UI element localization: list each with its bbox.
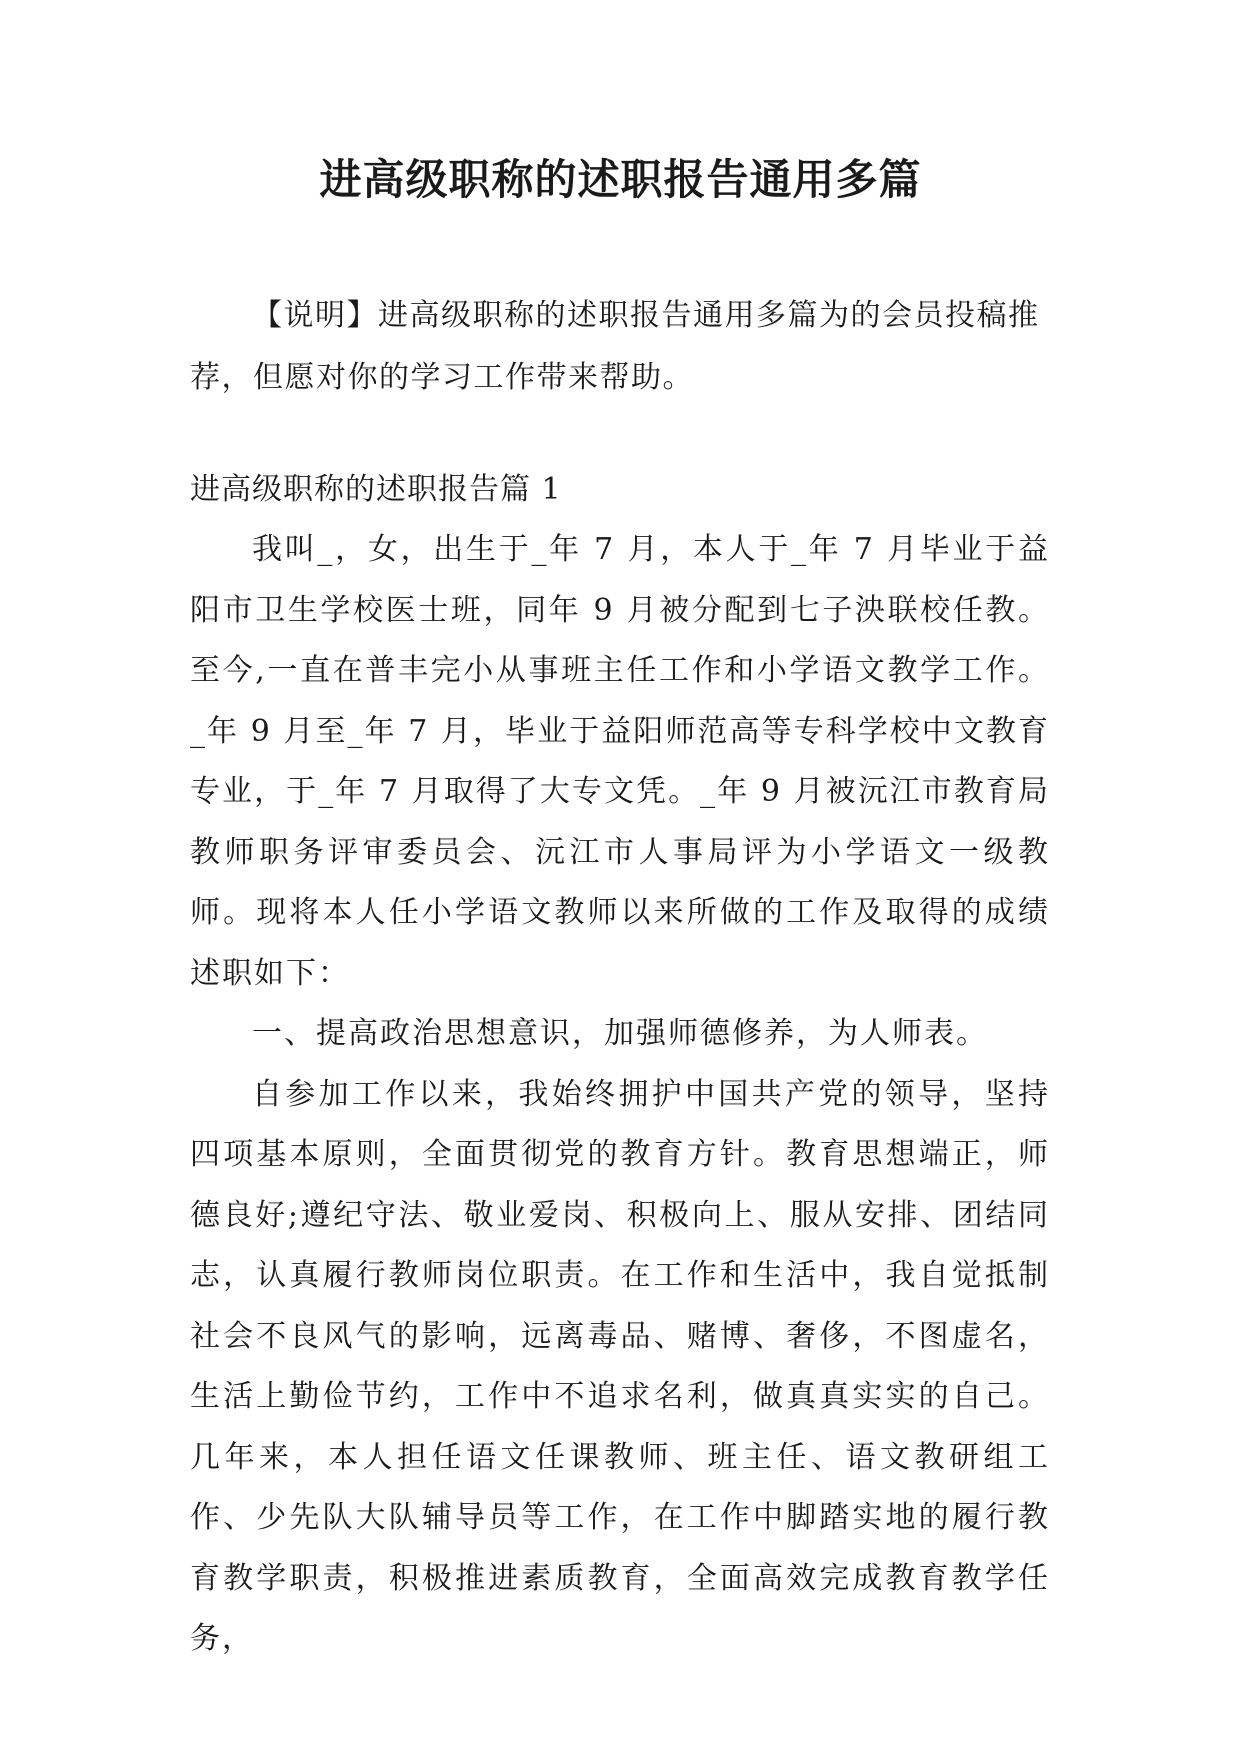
document-body	[190, 520, 1050, 1670]
section-heading: 进高级职称的述职报告篇 1	[190, 472, 562, 507]
body-paragraph: 一、提高政治思想意识，加强师德修养，为人师表。	[252, 1016, 988, 1051]
body-paragraph: 自参加工作以来，我始终拥护中国共产党的领导，坚持四项基本原则，全面贯彻党的教育方针。教育思想端正，师德良好;遵纪守法、敬业爱岗、积极向上、服从安排、团结同志，认真履行教师岗位职责。在工作和生活中，我自觉抵制社会不良风气的影响，远离毒品、赌博、奢侈，不图虚名，生活上勤俭节约，工作中不追求名利，做真真实实的自己。几年来，本人担任语文任课教师、班主任、语文教研组工作、少先队大队辅导员等工作，在工作中脚踏实地的履行教育教学职责，积极推进素质教育，全面高效完成教育教学任务，	[190, 1076, 1050, 1656]
document-note: 【说明】进高级职称的述职报告通用多篇为的会员投稿推荐，但愿对你的学习工作带来帮助。	[190, 298, 1040, 395]
body-paragraph: 我叫_，女，出生于_年 7 月，本人于_年 7 月毕业于益阳市卫生学校医士班，同年 9 月被分配到七子泱联校任教。至今,一直在普丰完小从事班主任工作和小学语文教学工作。_年 9 月至_年 7 月，毕业于益阳师范高等专科学校中文教育专业，于_年 7 月取得了大专文凭。_年 9 月被沅江市教育局教师职务评审委员会、沅江市人事局评为小学语文一级教师。现将本人任小学语文教师以来所做的工作及取得的成绩述职如下：	[190, 532, 1050, 991]
document-title: 进高级职称的述职报告通用多篇	[319, 155, 922, 204]
